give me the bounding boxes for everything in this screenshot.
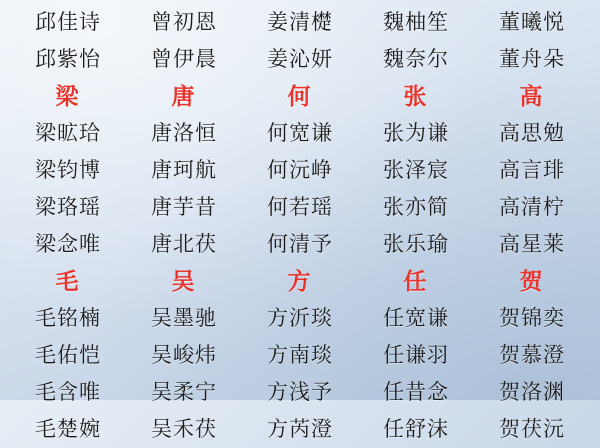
name-cell: 唐珂航 [151, 158, 217, 182]
name-cell: 毛楚婉 [35, 417, 101, 441]
name-cell: 任宽谦 [383, 306, 449, 330]
name-cell: 吴墨驰 [151, 306, 217, 330]
name-cell: 方芮澄 [267, 417, 333, 441]
name-cell: 董舟朵 [499, 47, 565, 71]
name-cell: 高清柠 [499, 195, 565, 219]
name-cell: 唐芋昔 [151, 195, 217, 219]
name-cell: 姜清檚 [267, 10, 333, 34]
surname-header: 任 [403, 269, 429, 294]
name-cell: 唐洛恒 [151, 121, 217, 145]
name-cell: 张为谦 [383, 121, 449, 145]
name-cell: 邱佳诗 [35, 10, 101, 34]
name-cell: 贺洛渊 [499, 380, 565, 404]
surname-header: 何 [287, 84, 313, 109]
name-cell: 方南琰 [267, 343, 333, 367]
name-cell: 何清予 [267, 232, 333, 256]
name-cell: 毛含唯 [35, 380, 101, 404]
surname-header: 贺 [519, 269, 545, 294]
name-cell: 吴禾茯 [151, 417, 217, 441]
name-cell: 何宽谦 [267, 121, 333, 145]
name-cell: 贺慕澄 [499, 343, 565, 367]
surname-header: 方 [287, 269, 313, 294]
name-cell: 张乐瑜 [383, 232, 449, 256]
surname-header: 梁 [55, 84, 81, 109]
surname-header: 毛 [55, 269, 81, 294]
name-cell: 吴峻炜 [151, 343, 217, 367]
surname-header: 吴 [171, 269, 197, 294]
name-cell: 方浅予 [267, 380, 333, 404]
name-cell: 邱紫怡 [35, 47, 101, 71]
name-cell: 何沅峥 [267, 158, 333, 182]
name-cell: 张泽宸 [383, 158, 449, 182]
name-cell: 曾初恩 [151, 10, 217, 34]
name-grid [10, 4, 590, 448]
name-cell: 高言琲 [499, 158, 565, 182]
name-cell: 梁昿珨 [35, 121, 101, 145]
name-cell: 张亦简 [383, 195, 449, 219]
name-cell: 何若瑶 [267, 195, 333, 219]
surname-header: 张 [403, 84, 429, 109]
name-cell: 高星莱 [499, 232, 565, 256]
name-cell: 梁钧博 [35, 158, 101, 182]
name-cell: 吴柔宁 [151, 380, 217, 404]
name-cell: 曾伊晨 [151, 47, 217, 71]
name-cell: 魏奈尔 [383, 47, 449, 71]
name-cell: 任舒沫 [383, 417, 449, 441]
name-cell: 毛铭楠 [35, 306, 101, 330]
name-cell: 任谦羽 [383, 343, 449, 367]
name-cell: 董曦悦 [499, 10, 565, 34]
name-cell: 贺锦奕 [499, 306, 565, 330]
name-cell: 毛佑恺 [35, 343, 101, 367]
name-cell: 高思勉 [499, 121, 565, 145]
name-cell: 魏柚笙 [383, 10, 449, 34]
name-cell: 唐北茯 [151, 232, 217, 256]
name-cell: 任昔念 [383, 380, 449, 404]
name-cell: 梁珞瑶 [35, 195, 101, 219]
surname-header: 唐 [171, 84, 197, 109]
name-cell: 贺茯沅 [499, 417, 565, 441]
name-cell: 梁念唯 [35, 232, 101, 256]
name-cell: 方沂琰 [267, 306, 333, 330]
surname-header: 高 [519, 84, 545, 109]
name-cell: 姜沁妍 [267, 47, 333, 71]
